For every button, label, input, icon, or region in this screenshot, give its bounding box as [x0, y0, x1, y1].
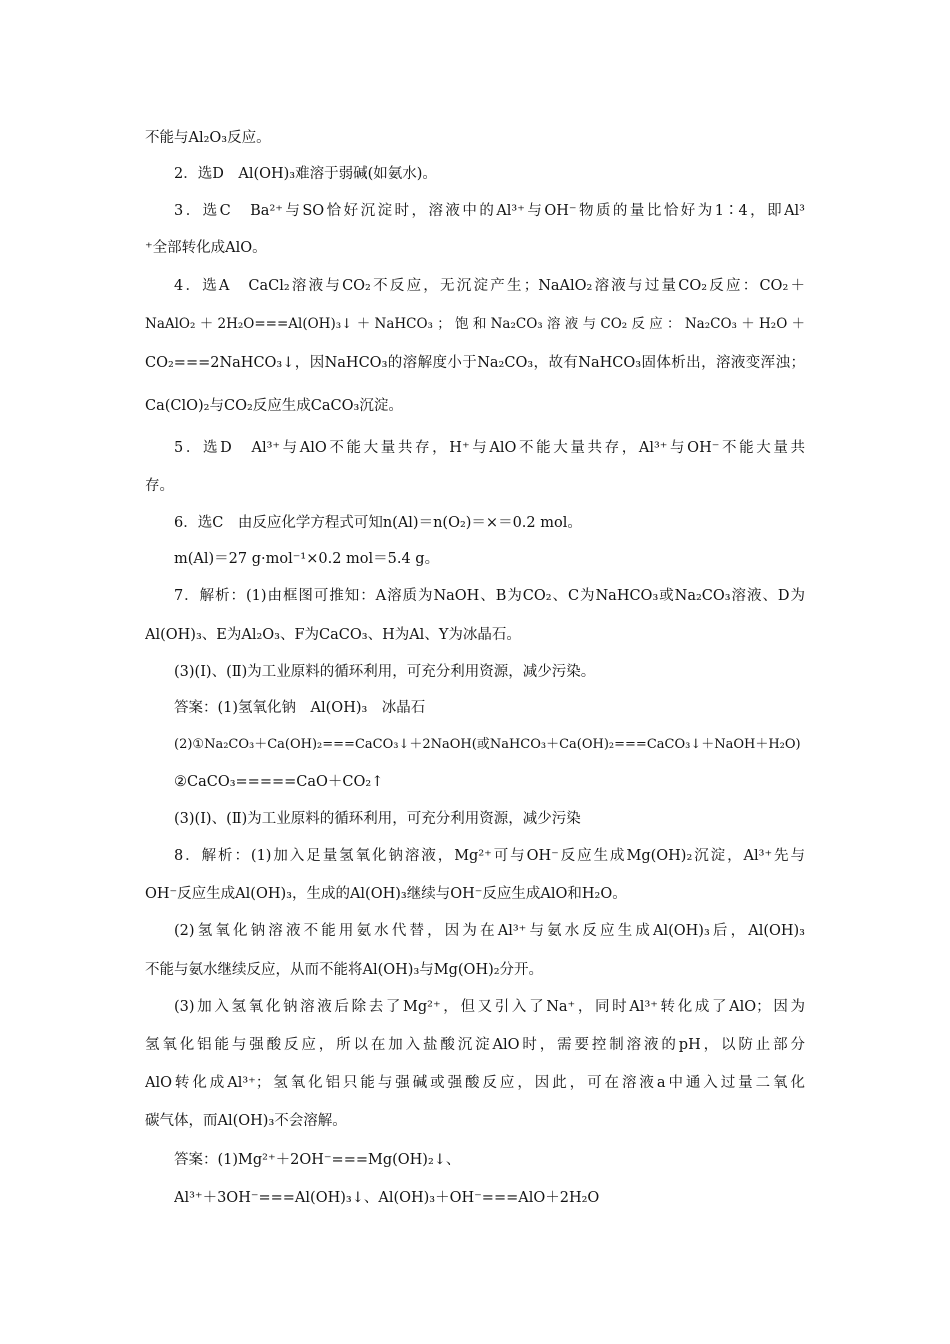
text-line: CO₂===2NaHCO₃↓，因NaHCO₃的溶解度小于Na₂CO₃，故有NaHCO₃固体析出，溶液变浑浊； [145, 355, 805, 371]
text-line: Ca(ClO)₂与CO₂反应生成CaCO₃沉淀。 [145, 398, 403, 414]
text-line: (3)(Ⅰ)、(Ⅱ)为工业原料的循环利用，可充分利用资源，减少污染 [174, 811, 581, 827]
text-line: 存。 [145, 478, 174, 494]
text-line: NaAlO₂ ＋ 2H₂O===Al(OH)₃↓ ＋ NaHCO₃ ； 饱 和 Na₂CO₃ 溶 液 与 CO₂ 反 应 ： Na₂CO₃ ＋ H₂O ＋ [145, 316, 805, 332]
text-line: ⁺全部转化成AlO。 [145, 240, 267, 256]
text-line: 氢氧化铝能与强酸反应，所以在加入盐酸沉淀AlO时，需要控制溶液的pH，以防止部分 [145, 1037, 805, 1053]
text-line: Al³⁺＋3OH⁻===Al(OH)₃↓、Al(OH)₃＋OH⁻===AlO＋2H₂O [174, 1190, 600, 1206]
text-line: ②CaCO₃=====CaO＋CO₂↑ [174, 774, 384, 790]
text-line: (3)(Ⅰ)、(Ⅱ)为工业原料的循环利用，可充分利用资源，减少污染。 [174, 664, 596, 680]
text-line: AlO转化成Al³⁺；氢氧化铝只能与强碱或强酸反应，因此，可在溶液a中通入过量二氧化 [145, 1075, 805, 1091]
text-line: 4．选A CaCl₂溶液与CO₂不反应，无沉淀产生；NaAlO₂溶液与过量CO₂反应：CO₂＋ [174, 278, 805, 294]
text-line: 碳气体，而Al(OH)₃不会溶解。 [145, 1113, 347, 1129]
text-line: 答案：(1)Mg²⁺＋2OH⁻===Mg(OH)₂↓、 [174, 1152, 461, 1168]
text-line: OH⁻反应生成Al(OH)₃，生成的Al(OH)₃继续与OH⁻反应生成AlO和H₂O。 [145, 886, 627, 902]
text-line: (3)加入氢氧化钠溶液后除去了Mg²⁺，但又引入了Na⁺，同时Al³⁺转化成了AlO；因为 [174, 999, 805, 1015]
text-line: 7．解析：(1)由框图可推知：A溶质为NaOH、B为CO₂、C为NaHCO₃或Na₂CO₃溶液、D为 [174, 588, 805, 604]
text-line: 不能与Al₂O₃反应。 [145, 130, 271, 146]
text-line: 答案：(1)氢氧化钠 Al(OH)₃ 冰晶石 [174, 700, 426, 716]
text-line: (2)①Na₂CO₃＋Ca(OH)₂===CaCO₃↓＋2NaOH(或NaHCO₃＋Ca(OH)₂===CaCO₃↓＋NaOH＋H₂O) [174, 737, 801, 752]
text-line: 不能与氨水继续反应，从而不能将Al(OH)₃与Mg(OH)₂分开。 [145, 962, 544, 978]
text-line: 5．选D Al³⁺与AlO不能大量共存，H⁺与AlO不能大量共存，Al³⁺与OH⁻不能大量共 [174, 440, 805, 456]
text-line: 8．解析：(1)加入足量氢氧化钠溶液，Mg²⁺可与OH⁻反应生成Mg(OH)₂沉淀，Al³⁺先与 [174, 848, 805, 864]
text-line: 3．选C Ba²⁺与SO恰好沉淀时，溶液中的Al³⁺与OH⁻物质的量比恰好为1∶4，即Al³ [174, 203, 805, 219]
text-line: 2．选D Al(OH)₃难溶于弱碱(如氨水)。 [174, 166, 437, 182]
text-line: Al(OH)₃、E为Al₂O₃、F为CaCO₃、H为Al、Y为冰晶石。 [145, 627, 521, 643]
text-line: (2)氢氧化钠溶液不能用氨水代替，因为在Al³⁺与氨水反应生成Al(OH)₃后，Al(OH)₃ [174, 923, 805, 939]
text-line: 6．选C 由反应化学方程式可知n(Al)＝n(O₂)＝×＝0.2 mol。 [174, 515, 582, 531]
text-line: m(Al)＝27 g·mol⁻¹×0.2 mol＝5.4 g。 [174, 551, 440, 567]
